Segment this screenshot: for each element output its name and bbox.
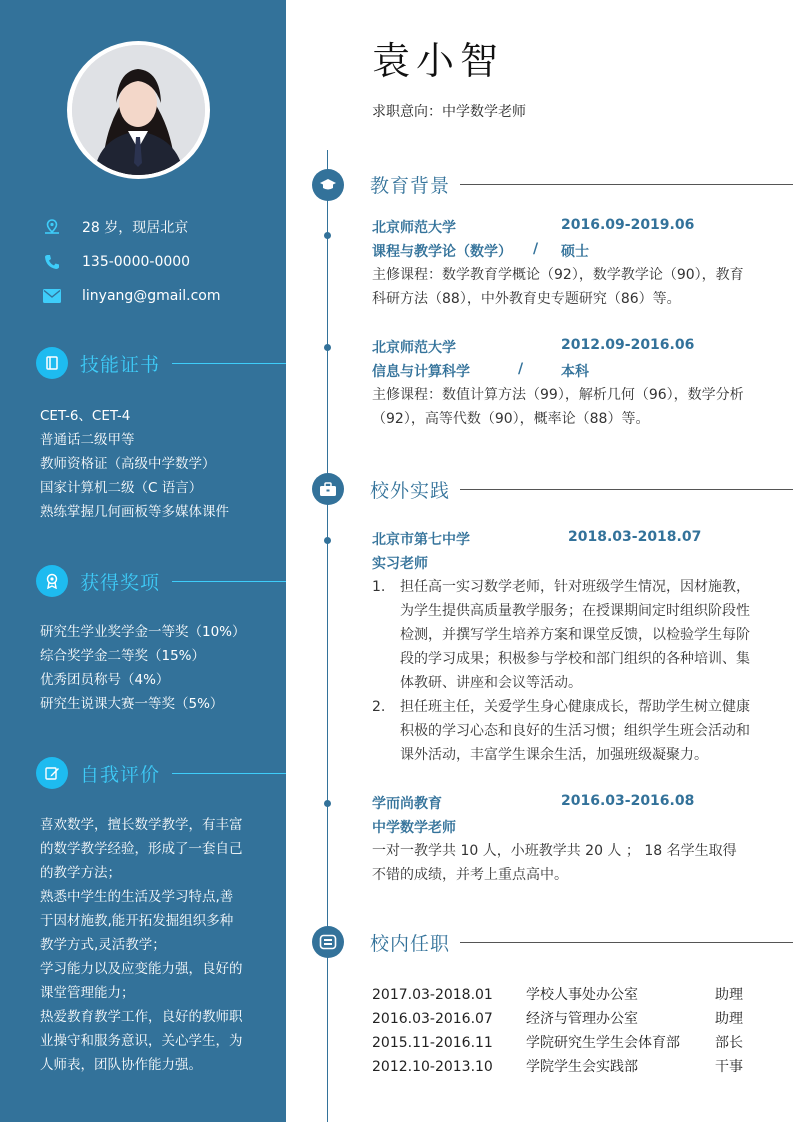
book-icon <box>36 347 68 379</box>
self-eval-line: 的数学教学经验，形成了一套自己 <box>40 841 243 857</box>
list-item: 国家计算机二级（C 语言） <box>40 480 203 496</box>
list-item: 普通话二级甲等 <box>40 432 135 448</box>
item-number: 1. <box>372 579 386 595</box>
job-intent: 求职意向：中学数学老师 <box>372 104 526 120</box>
list-item <box>372 575 750 695</box>
skills-divider <box>172 363 286 364</box>
phone: 135-0000-0000 <box>82 254 191 270</box>
id-card-icon <box>312 926 344 958</box>
post-role: 助理 <box>715 1011 743 1027</box>
post-role: 干事 <box>715 1059 743 1075</box>
campus-divider <box>460 942 793 943</box>
self-eval-line: 热爱教育教学工作，良好的教师职 <box>40 1009 243 1025</box>
medal-icon <box>36 565 68 597</box>
self-eval-line: 业操守和服务意识，关心学生，为 <box>40 1033 243 1049</box>
post-period: 2015.11-2016.11 <box>372 1035 493 1051</box>
awards-list <box>40 620 246 716</box>
self-eval-line: 学习能力以及应变能力强，良好的 <box>40 961 243 977</box>
self-eval-heading <box>36 756 160 790</box>
avatar <box>72 45 205 175</box>
briefcase-icon <box>312 473 344 505</box>
list-item: 综合奖学金二等奖（15%） <box>40 648 206 664</box>
practice-role: 中学数学老师 <box>372 820 456 836</box>
edu-separator: / <box>518 361 524 377</box>
table-row <box>372 983 752 1007</box>
self-eval-divider <box>172 773 286 774</box>
list-item: 教师资格证（高级中学数学） <box>40 456 216 472</box>
self-eval-title: 自我评价 <box>80 763 161 786</box>
skills-list <box>40 404 229 524</box>
timeline-dot <box>324 537 331 544</box>
practice-org: 北京市第七中学 <box>372 532 470 548</box>
self-eval-line: 喜欢数学，擅长数学教学，有丰富 <box>40 817 243 833</box>
post-dept: 学校人事处办公室 <box>526 987 638 1003</box>
sidebar <box>0 0 286 1122</box>
self-eval-line: 课堂管理能力； <box>40 985 135 1001</box>
item-text: 担任高一实习数学老师，针对班级学生情况，因材施教，为学生提供高质量教学服务；在授课期间定时组织阶段性检测，并撰写学生培养方案和课堂反馈，以检验学生每阶段的学习成果；积极参与学校和部门组织的各种培训、集体教研、讲座和会议等活动。 <box>400 579 750 691</box>
awards-title: 获得奖项 <box>80 571 161 594</box>
post-dept: 经济与管理办公室 <box>526 1011 638 1027</box>
post-period: 2016.03-2016.07 <box>372 1011 493 1027</box>
edu-major: 信息与计算科学 <box>372 364 470 380</box>
practice-period: 2018.03-2018.07 <box>568 529 702 545</box>
phone-row <box>42 252 190 272</box>
edit-icon <box>36 757 68 789</box>
awards-heading <box>36 564 160 598</box>
post-role: 部长 <box>715 1035 743 1051</box>
practice-duties <box>372 575 750 767</box>
age-location: 28 岁，现居北京 <box>82 220 189 236</box>
self-eval-line: 熟悉中学生的生活及学习特点,善 <box>40 889 234 905</box>
skills-title: 技能证书 <box>80 353 161 376</box>
list-item: 优秀团员称号（4%） <box>40 672 170 688</box>
edu-period: 2016.09-2019.06 <box>561 217 695 233</box>
edu-period: 2012.09-2016.06 <box>561 337 695 353</box>
awards-divider <box>172 581 286 582</box>
item-number: 2. <box>372 699 386 715</box>
post-dept: 学院研究生学生会体育部 <box>526 1035 680 1051</box>
post-period: 2017.03-2018.01 <box>372 987 493 1003</box>
timeline-line <box>327 150 328 1122</box>
list-item: 研究生说课大赛一等奖（5%） <box>40 696 224 712</box>
phone-icon <box>42 252 62 272</box>
practice-divider <box>460 489 793 490</box>
email-row <box>42 286 221 306</box>
table-row <box>372 1031 752 1055</box>
post-role: 助理 <box>715 987 743 1003</box>
mail-icon <box>42 286 62 306</box>
item-text: 担任班主任，关爱学生身心健康成长，帮助学生树立健康积极的学习心态和良好的生活习惯；组织学生班会活动和课外活动，丰富学生课余生活，加强班级凝聚力。 <box>400 699 750 763</box>
email[interactable]: linyang@gmail.com <box>82 288 221 304</box>
timeline-dot <box>324 344 331 351</box>
self-eval-line: 的教学方法； <box>40 865 121 881</box>
education-divider <box>460 184 793 185</box>
list-item <box>372 695 750 767</box>
table-row <box>372 1007 752 1031</box>
practice-period: 2016.03-2016.08 <box>561 793 695 809</box>
list-item: 研究生学业奖学金一等奖（10%） <box>40 624 246 640</box>
skills-heading <box>36 346 160 380</box>
table-row <box>372 1055 752 1079</box>
post-period: 2012.10-2013.10 <box>372 1059 493 1075</box>
self-eval-text <box>40 813 262 1077</box>
edu-major: 课程与教学论（数学） <box>372 244 512 260</box>
self-eval-line: 于因材施教,能开拓发掘组织多种 <box>40 913 234 929</box>
edu-courses: 主修课程：数值计算方法（99），解析几何（96），数学分析（92），高等代数（90），概率论（88）等。 <box>372 387 744 427</box>
timeline-dot <box>324 800 331 807</box>
edu-school: 北京师范大学 <box>372 340 456 356</box>
education-title: 教育背景 <box>370 175 451 197</box>
self-eval-line: 教学方式,灵活教学； <box>40 937 166 953</box>
timeline-dot <box>324 232 331 239</box>
edu-degree: 本科 <box>561 364 589 380</box>
edu-degree: 硕士 <box>561 244 589 260</box>
practice-org: 学而尚教育 <box>372 796 442 812</box>
age-location-row <box>42 217 188 237</box>
self-eval-line: 人师表，团队协作能力强。 <box>40 1057 202 1073</box>
edu-separator: / <box>533 241 539 257</box>
candidate-name: 袁小智 <box>372 39 505 83</box>
graduation-cap-icon <box>312 169 344 201</box>
practice-title: 校外实践 <box>370 480 451 502</box>
location-icon <box>42 217 62 237</box>
practice-desc: 一对一教学共 10 人，小班教学共 20 人 ； 18 名学生取得不错的成绩，并考上重点高中。 <box>372 843 737 883</box>
list-item: CET-6、CET-4 <box>40 408 131 424</box>
edu-school: 北京师范大学 <box>372 220 456 236</box>
edu-courses: 主修课程：数学教育学概论（92），数学教学论（90），教育科研方法（88），中外教育史专题研究（86）等。 <box>372 267 744 307</box>
campus-title: 校内任职 <box>370 933 451 955</box>
practice-role: 实习老师 <box>372 556 428 572</box>
list-item: 熟练掌握几何画板等多媒体课件 <box>40 504 229 520</box>
post-dept: 学院学生会实践部 <box>526 1059 638 1075</box>
